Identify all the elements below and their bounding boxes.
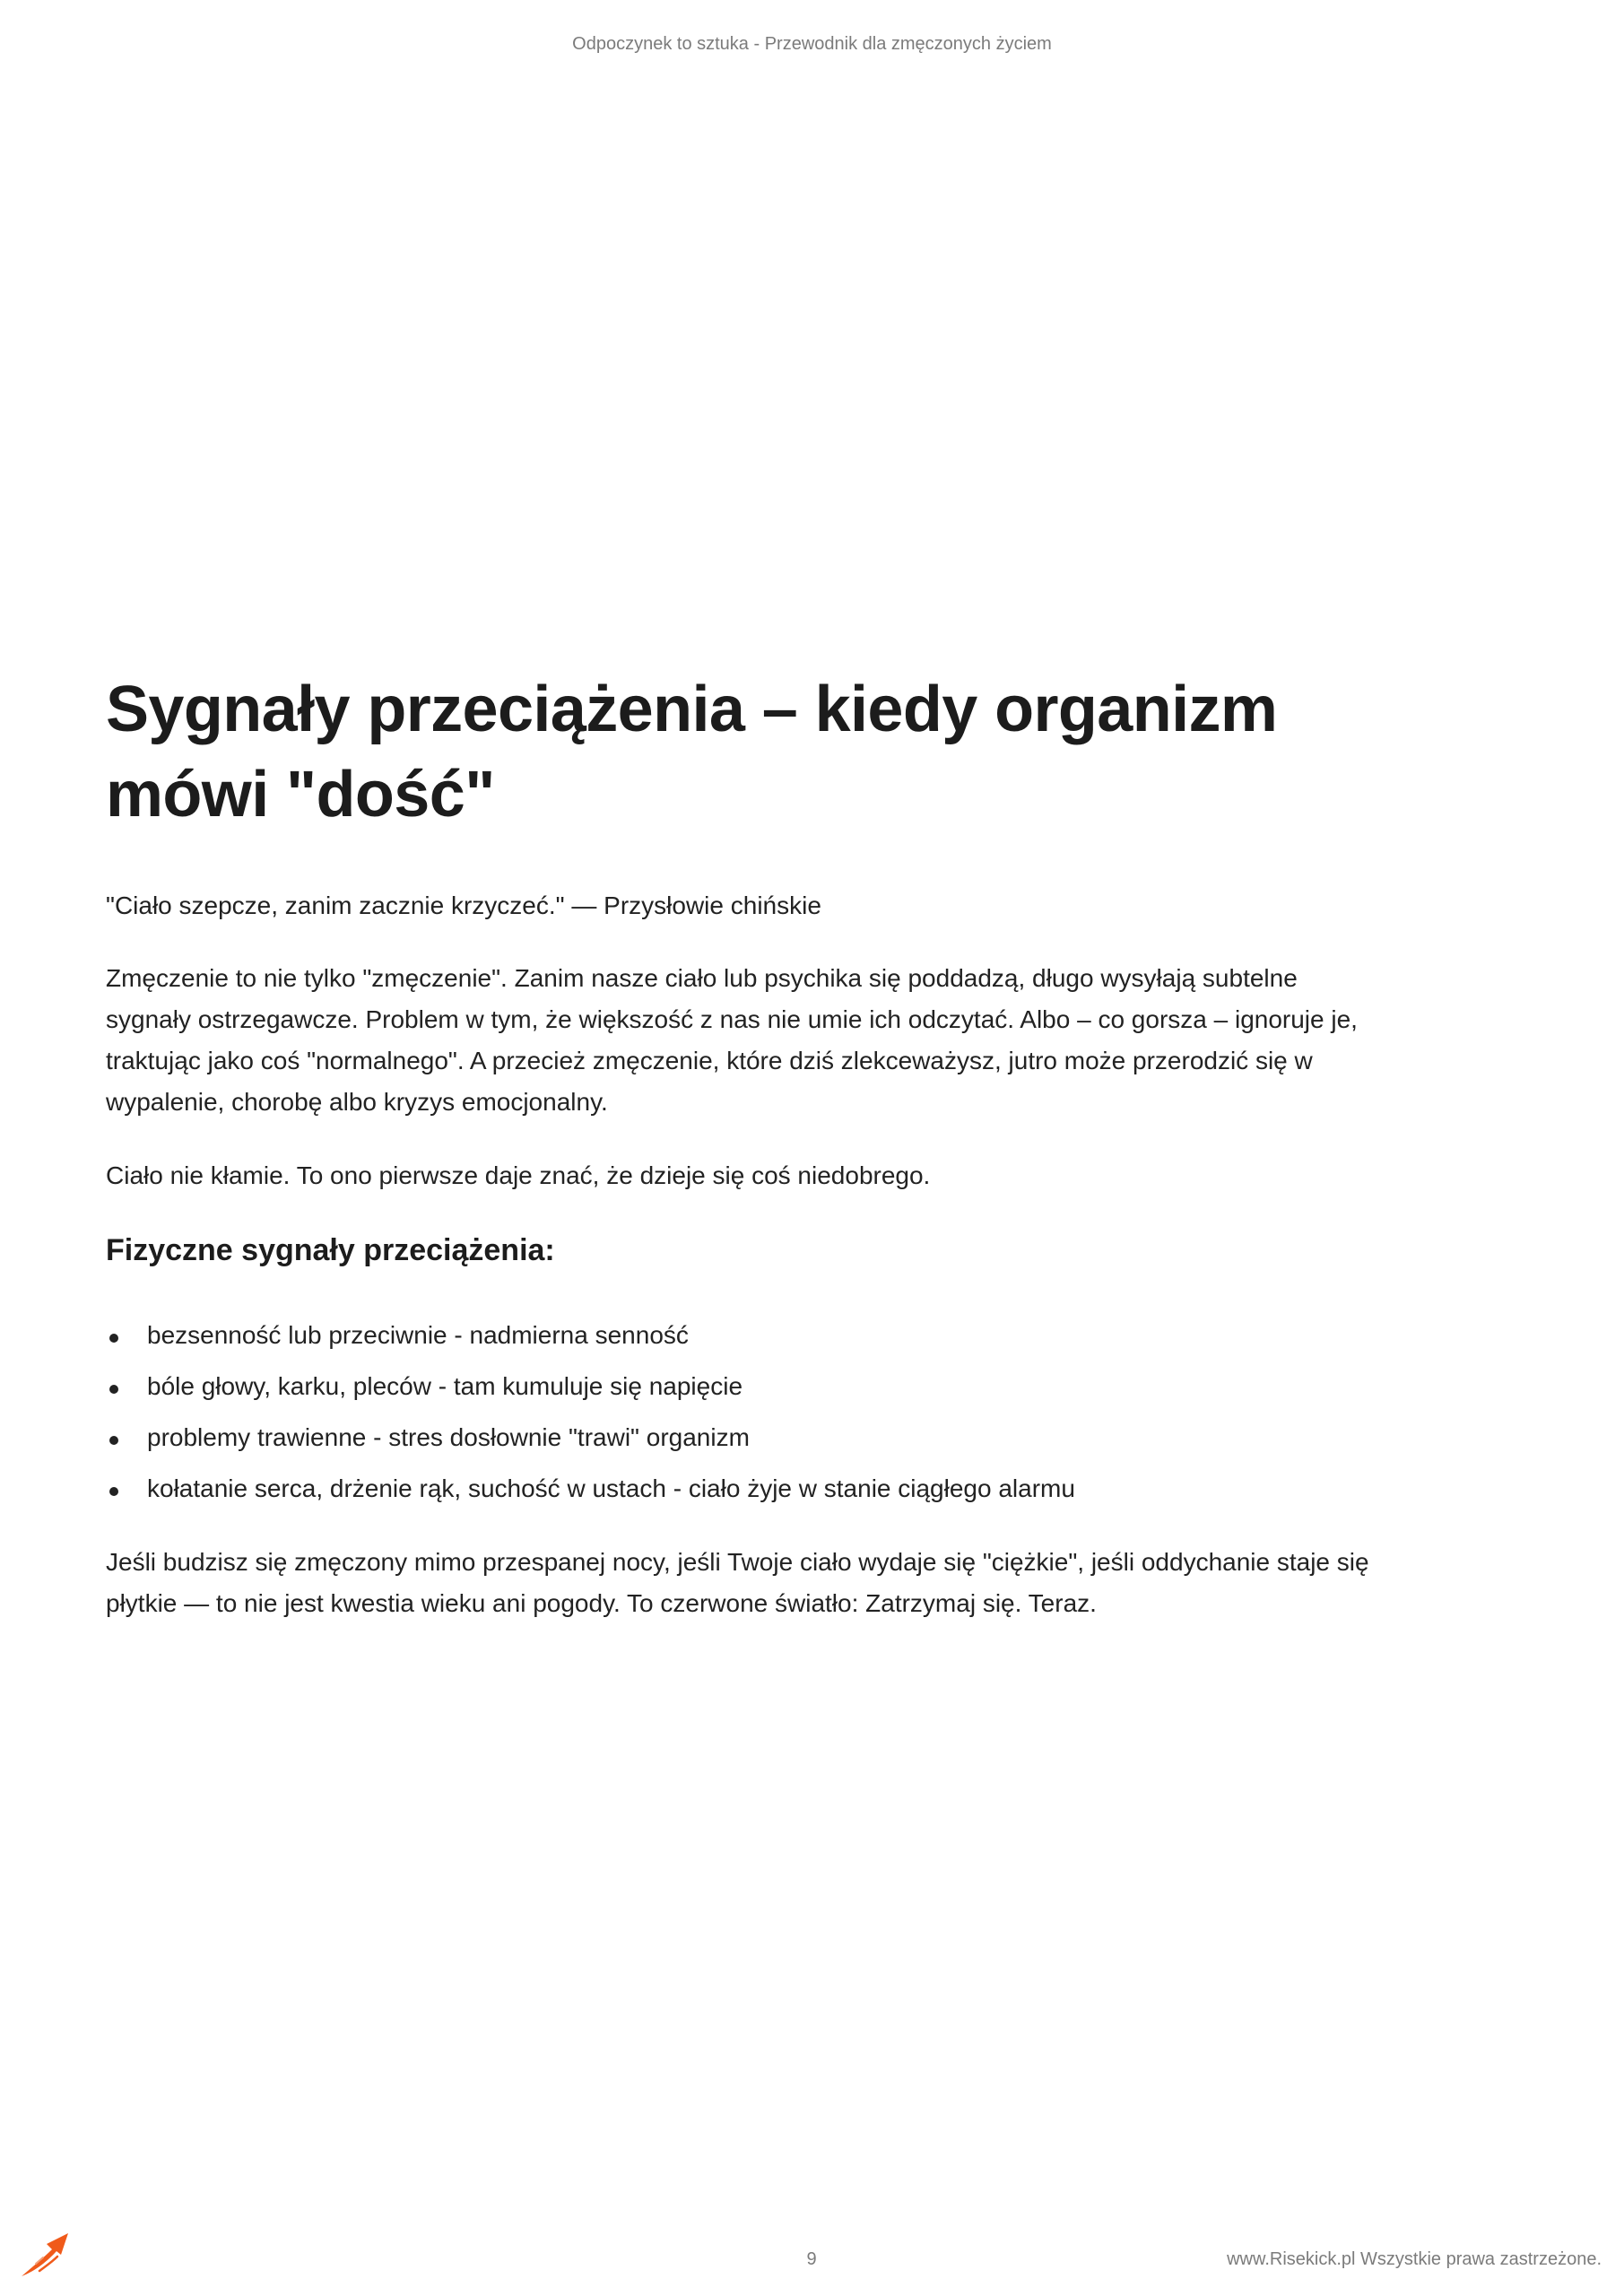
bullet-icon bbox=[109, 1487, 118, 1496]
paragraph-line: wypalenie, chorobę albo kryzys emocjonalny. bbox=[106, 1088, 608, 1116]
list-item bbox=[106, 1412, 1523, 1463]
list-item-text: problemy trawienne - stres dosłownie "trawi" organizm bbox=[147, 1423, 750, 1451]
list-item-text: kołatanie serca, drżenie rąk, suchość w ustach - ciało żyje w stanie ciągłego alarmu bbox=[147, 1474, 1075, 1502]
list-item bbox=[106, 1309, 1523, 1361]
list-item-text: bóle głowy, karku, pleców - tam kumuluje się napięcie bbox=[147, 1372, 743, 1400]
risekick-logo-icon bbox=[16, 2224, 74, 2280]
bullet-icon bbox=[109, 1385, 118, 1394]
running-header: Odpoczynek to sztuka - Przewodnik dla zmęczonych życiem bbox=[572, 34, 1052, 54]
copyright-notice: www.Risekick.pl Wszystkie prawa zastrzeżone. bbox=[1227, 2249, 1602, 2269]
paragraph-line: traktując jako coś "normalnego". A przecież zmęczenie, które dziś zlekceważysz, jutro może przerodzić się w bbox=[106, 1047, 1313, 1074]
symptom-list bbox=[106, 1309, 1523, 1514]
orange-rising-arrow-icon bbox=[16, 2224, 74, 2280]
page-title-line-2: mówi "dość" bbox=[106, 759, 495, 831]
bullet-icon bbox=[109, 1334, 118, 1343]
list-item bbox=[106, 1361, 1523, 1412]
paragraph-line: płytkie — to nie jest kwestia wieku ani pogody. To czerwone światło: Zatrzymaj się. Teraz. bbox=[106, 1589, 1097, 1617]
paragraph-line: Jeśli budzisz się zmęczony mimo przespanej nocy, jeśli Twoje ciało wydaje się "ciężkie", jeśli oddychanie staje się bbox=[106, 1548, 1369, 1576]
paragraph-line: Zmęczenie to nie tylko "zmęczenie". Zanim nasze ciało lub psychika się poddadzą, długo wysyłają subtelne bbox=[106, 964, 1298, 992]
paragraph-line: sygnały ostrzegawcze. Problem w tym, że większość z nas nie umie ich odczytać. Albo – co gorsza – ignoruje je, bbox=[106, 1005, 1358, 1033]
page-title bbox=[106, 667, 1523, 838]
page-number: 9 bbox=[806, 2249, 817, 2269]
section-subheading: Fizyczne sygnały przeciążenia: bbox=[106, 1233, 555, 1267]
closing-paragraph bbox=[106, 1542, 1523, 1624]
intro-paragraph bbox=[106, 958, 1523, 1123]
bullet-icon bbox=[109, 1436, 118, 1445]
body-paragraph: Ciało nie kłamie. To ono pierwsze daje znać, że dzieje się coś niedobrego. bbox=[106, 1161, 931, 1189]
epigraph-quote: "Ciało szepcze, zanim zacznie krzyczeć." — Przysłowie chińskie bbox=[106, 891, 821, 919]
page-title-line-1: Sygnały przeciążenia – kiedy organizm bbox=[106, 674, 1278, 745]
list-item-text: bezsenność lub przeciwnie - nadmierna senność bbox=[147, 1321, 689, 1349]
list-item bbox=[106, 1463, 1523, 1514]
